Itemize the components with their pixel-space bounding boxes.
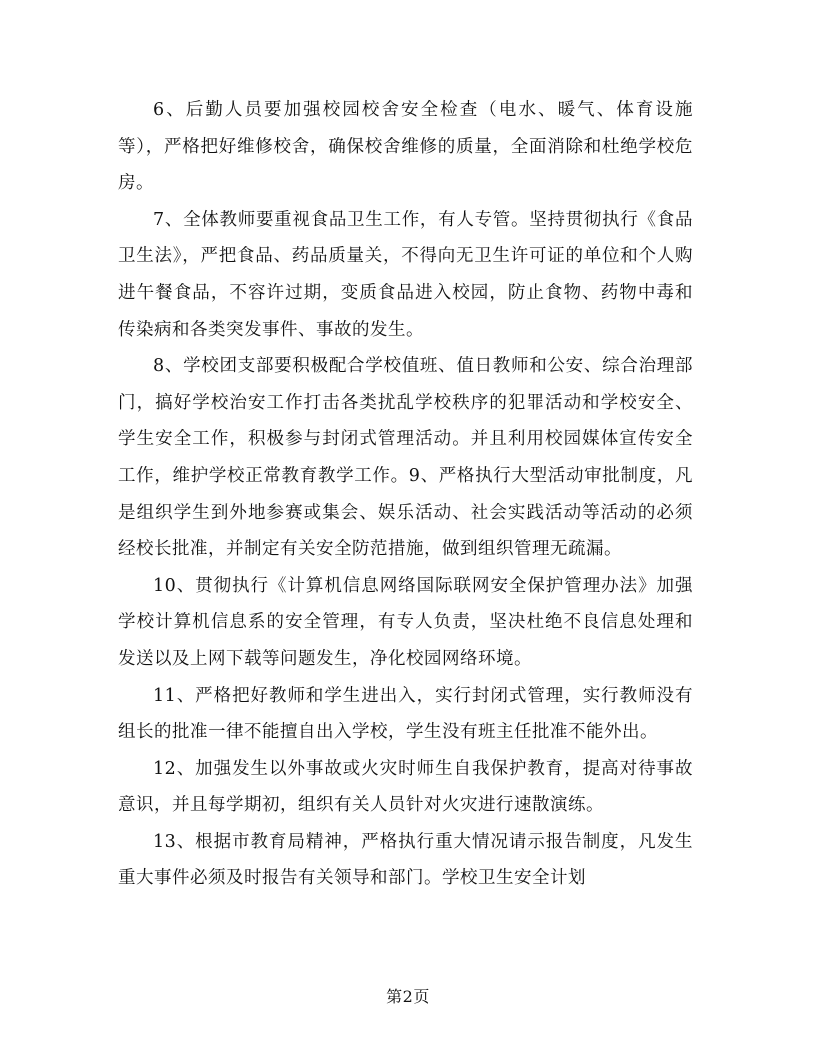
document-body — [118, 92, 693, 897]
paragraph-13: 13、根据市教育局精神，严格执行重大情况请示报告制度，凡发生重大事件必须及时报告有关领导和部门。学校卫生安全计划 — [118, 831, 693, 889]
paragraph-10: 10、贯彻执行《计算机信息网络国际联网安全保护管理办法》加强学校计算机信息系的安全管理，有专人负责，坚决杜绝不良信息处理和发送以及上网下载等问题发生，净化校园网络环境。 — [118, 575, 693, 669]
paragraph-12: 12、加强发生以外事故或火灾时师生自我保护教育，提高对待事故意识，并且每学期初，组织有关人员针对火灾进行速散演练。 — [118, 758, 693, 816]
page-number: 第2页 — [386, 987, 430, 1006]
paragraph-6: 6、后勤人员要加强校园校舍安全检查（电水、暖气、体育设施等），严格把好维修校舍，确保校舍维修的质量，全面消除和杜绝学校危房。 — [118, 100, 693, 194]
page-footer — [0, 985, 816, 1009]
paragraph-7: 7、全体教师要重视食品卫生工作，有人专管。坚持贯彻执行《食品卫生法》，严把食品、药品质量关，不得向无卫生许可证的单位和个人购进午餐食品，不容许过期，变质食品进入校园，防止食物、药物中毒和传染病和各类突发事件、事故的发生。 — [118, 209, 693, 340]
paragraph-11: 11、严格把好教师和学生进出入，实行封闭式管理，实行教师没有组长的批准一律不能擅自出入学校，学生没有班主任批准不能外出。 — [118, 685, 693, 743]
paragraph-8: 8、学校团支部要积极配合学校值班、值日教师和公安、综合治理部门，搞好学校治安工作打击各类扰乱学校秩序的犯罪活动和学校安全、学生安全工作，积极参与封闭式管理活动。并且利用校园媒体宣传安全工作，维护学校正常教育教学工作。9、严格执行大型活动审批制度，凡是组织学生到外地参赛或集会、娱乐活动、社会实践活动等活动的必须经校长批准，并制定有关安全防范措施，做到组织管理无疏漏。 — [118, 356, 693, 560]
